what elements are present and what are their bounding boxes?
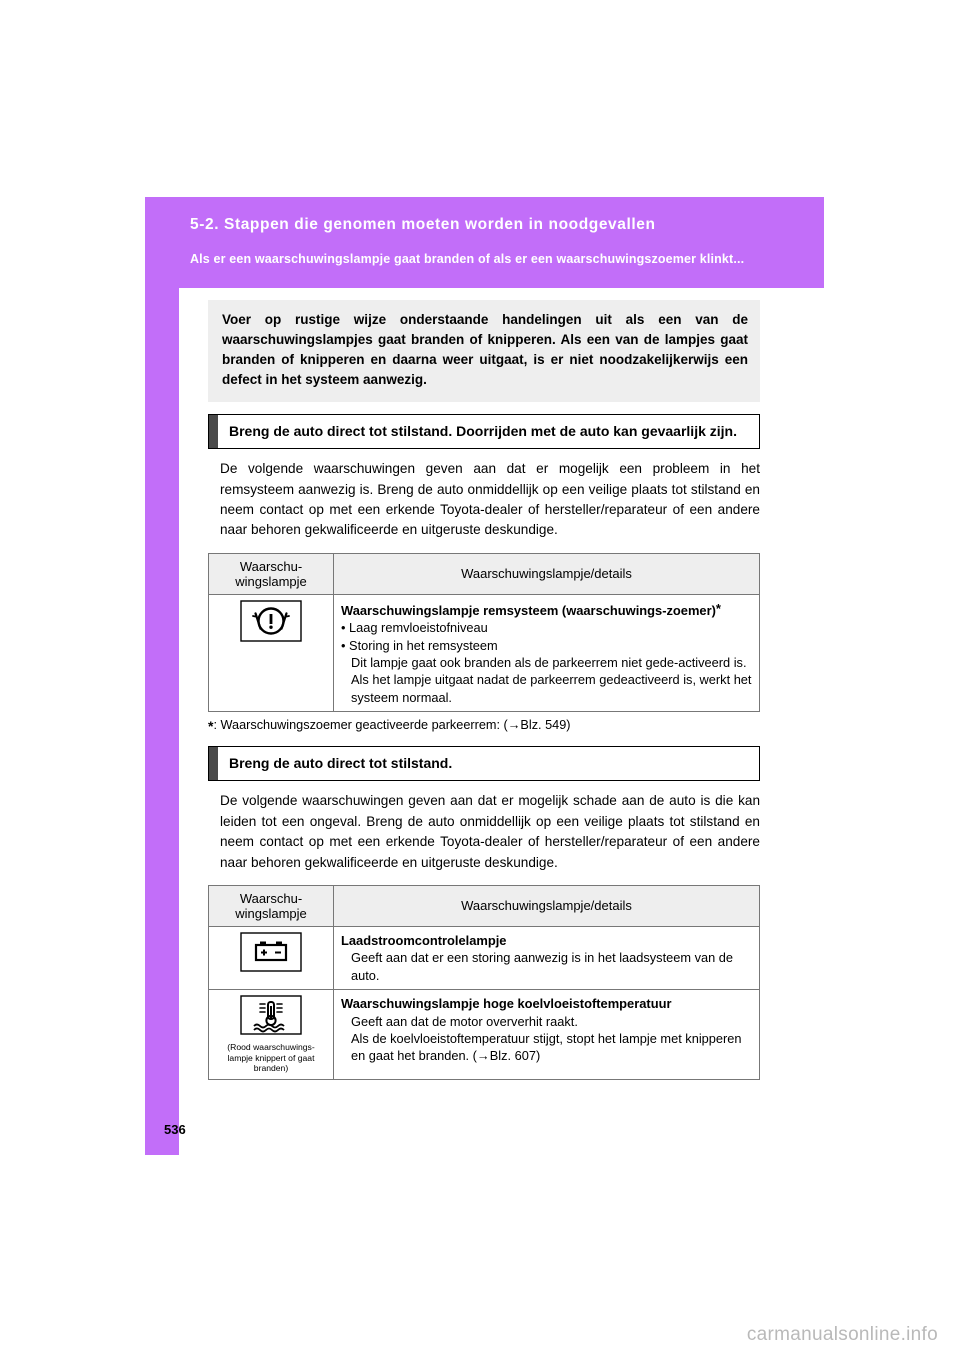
warning-table-1 (208, 553, 760, 712)
page-title: 5-2. Stappen die genomen moeten worden in noodgevallen (190, 216, 656, 233)
table-header-row (209, 885, 760, 926)
detail-line: Geeft aan dat er een storing aanwezig is in het laadsysteem van de auto. (351, 950, 734, 983)
detail-line: Geeft aan dat de motor oververhit raakt. (351, 1013, 578, 1029)
section1-paragraph: De volgende waarschuwingen geven aan dat er mogelijk een probleem in het remsysteem aanwezig is. Breng de auto onmiddellijk op een veilige plaats tot stilstand en neem contact op met een erkende Toyota-dealer of hersteller/reparateur of een andere naar behoren gekwalificeerde en uitgeruste deskundige. (220, 461, 760, 538)
detail-line: • Laag remvloeistofniveau (341, 620, 488, 636)
caution-banner-2 (208, 746, 760, 781)
table-row (209, 926, 760, 989)
coolant-temperature-icon (240, 1024, 302, 1038)
coolant-detail-cell (334, 990, 760, 1079)
table-row (209, 594, 760, 711)
intro-text: Voer op rustige wijze onderstaande handelingen uit als een van de waarschuwingslampjes gaat branden of knipperen. Als een van de lampjes gaat branden of knipperen en daarna weer uitgaat, is er niet noodzakelijkerwijs een defect in het systeem aanwezig. (222, 312, 748, 387)
detail-line: • Storing in het remsysteem (341, 637, 498, 653)
icon-caption: (Rood waarschuwings-lampje knippert of gaat branden) (227, 1042, 315, 1074)
table2-header-icon-line2: wingslampje (235, 905, 307, 921)
table2-header-details: Waarschuwingslampje/details (334, 885, 760, 926)
footnote-star: * (208, 718, 214, 735)
table-row (209, 990, 760, 1079)
banner-tab (209, 415, 218, 448)
coolant-temperature-icon-cell (209, 990, 334, 1079)
table1-header-icon-line1: Waarschu- (239, 558, 303, 574)
detail-title (341, 600, 752, 619)
header-band (145, 197, 824, 288)
brake-warning-icon-cell (209, 594, 334, 711)
table1-header-icon (209, 553, 334, 594)
section2-paragraph: De volgende waarschuwingen geven aan dat er mogelijk schade aan de auto is die kan leiden tot een ongeval. Breng de auto onmiddellijk op een veilige plaats tot stilstand en neem contact op met een erkende Toyota-dealer of hersteller/reparateur of een andere naar behoren gekwalificeerde en uitgeruste deskundige. (220, 793, 760, 870)
page-subtitle: Als er een waarschuwingslampje gaat branden of als er een waarschuwingszoemer klinkt... (190, 252, 745, 266)
warning-table-2 (208, 885, 760, 1080)
banner-tab (209, 747, 218, 780)
table-header-row (209, 553, 760, 594)
brake-warning-icon (240, 631, 302, 645)
detail-line: Als de koelvloeistoftemperatuur stijgt, stopt het lampje met knipperen en gaat het branden. (→Blz. 607) (351, 1030, 742, 1064)
detail-title: Laadstroomcontrolelampje (341, 932, 507, 948)
caution-banner-2-text: Breng de auto direct tot stilstand. (229, 755, 453, 772)
battery-charging-icon (240, 961, 302, 975)
caution-banner-1 (208, 414, 760, 449)
detail-title: Waarschuwingslampje hoge koelvloeistoftemperatuur (341, 996, 672, 1012)
charging-detail-cell (334, 926, 760, 989)
detail-line: Dit lampje gaat ook branden als de parkeerrem niet gede-activeerd is. Als het lampje uitgaat nadat de parkeerrem gedeactiveerd is, werkt het systeem normaal. (351, 654, 752, 705)
brake-warning-detail-cell (334, 594, 760, 711)
watermark: carmanualsonline.info (746, 1324, 938, 1345)
side-margin-strip (145, 288, 179, 1155)
footnote-text: : Waarschuwingszoemer geactiveerde parkeerrem: (→Blz. 549) (213, 718, 571, 733)
table2-header-icon-line1: Waarschu- (239, 890, 303, 906)
detail-title-text: Waarschuwingslampje remsysteem (waarschuwings-zoemer) (341, 602, 716, 618)
table1-header-details: Waarschuwingslampje/details (334, 553, 760, 594)
intro-box (208, 300, 760, 402)
footnote-marker: * (715, 600, 721, 616)
table2-header-icon (209, 885, 334, 926)
page-number: 536 (164, 1122, 186, 1137)
table1-header-icon-line2: wingslampje (235, 573, 307, 589)
battery-charging-icon-cell (209, 926, 334, 989)
caution-banner-1-text: Breng de auto direct tot stilstand. Doorrijden met de auto kan gevaarlijk zijn. (229, 422, 737, 439)
page-content (208, 300, 760, 1080)
footnote (208, 718, 760, 734)
